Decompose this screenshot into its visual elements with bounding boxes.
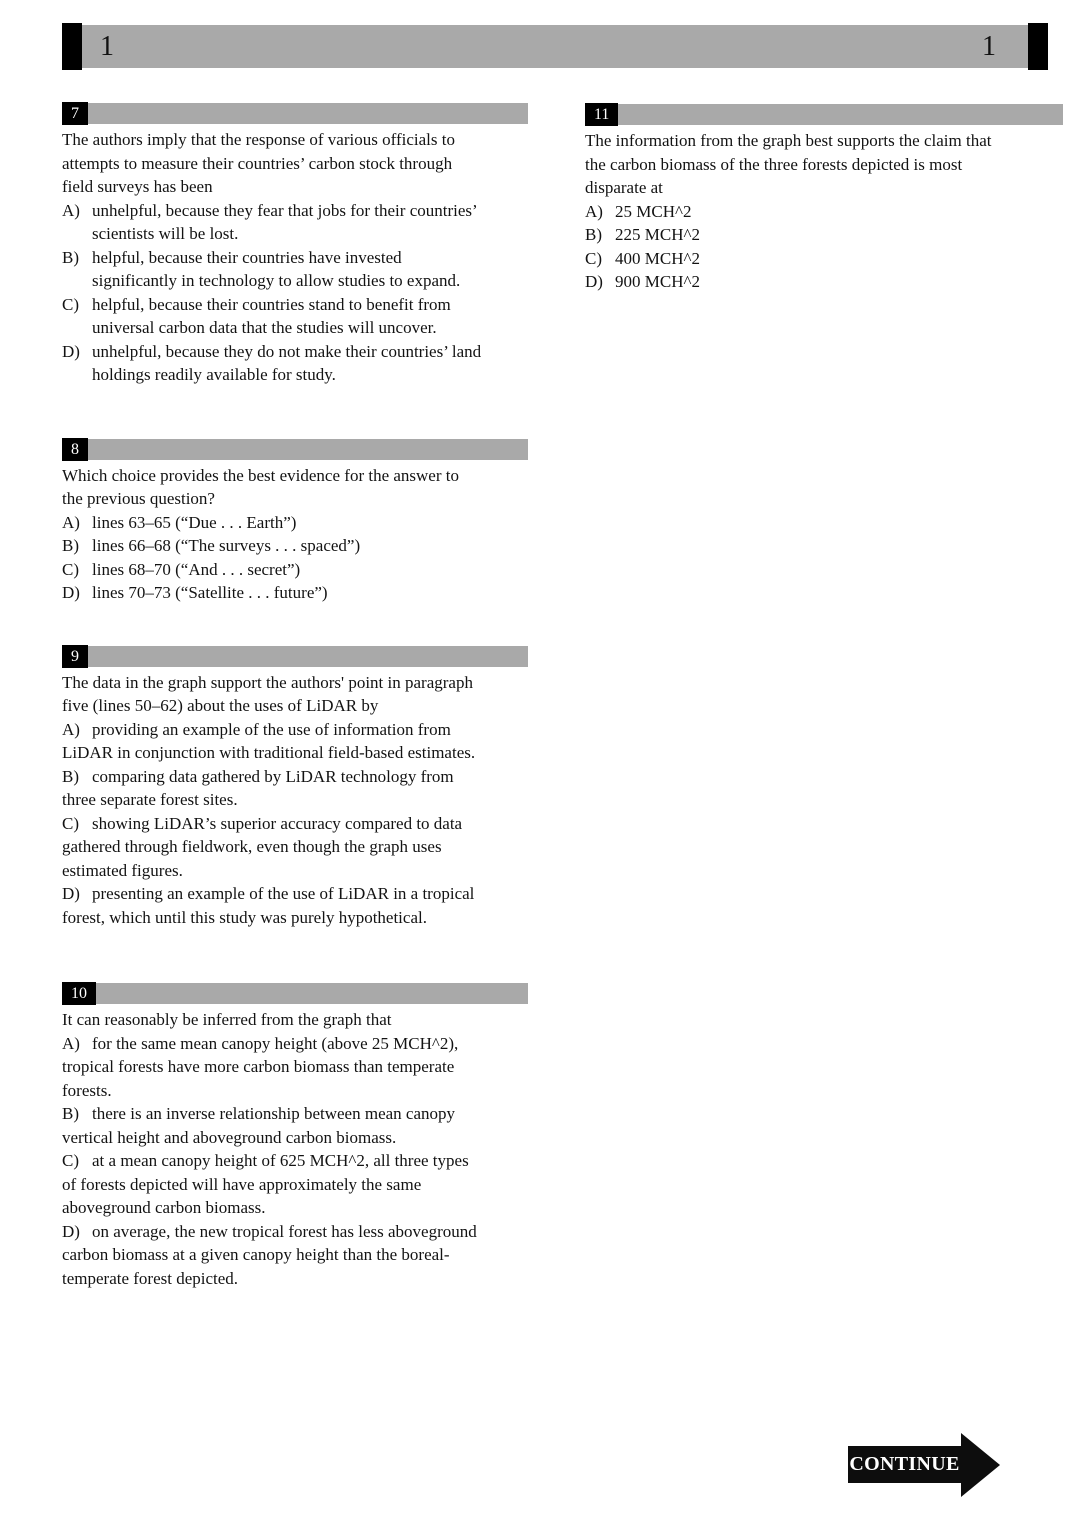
option-D-text-line: on average, the new tropical forest has less aboveground xyxy=(92,1221,477,1241)
question-11-option-C xyxy=(585,247,1073,271)
option-C-label: C) xyxy=(62,559,79,579)
option-C-text-line: aboveground carbon biomass. xyxy=(62,1198,266,1217)
question-8-option-C xyxy=(62,558,564,582)
question-8-header xyxy=(62,438,528,461)
option-A-text-line: tropical forests have more carbon biomass than temperate xyxy=(62,1057,455,1076)
header-left-black-square xyxy=(62,23,82,70)
option-C-text-line: of forests depicted will have approximately the same xyxy=(62,1174,422,1194)
question-9-stem-line: The data in the graph support the authors' point in paragraph xyxy=(62,672,473,692)
option-C-text-line: 400 MCH^2 xyxy=(615,248,700,268)
question-11-stem-line: the carbon biomass of the three forests depicted is most xyxy=(585,154,963,174)
question-10-option-B xyxy=(62,1102,564,1149)
question-10-header xyxy=(62,982,528,1005)
question-8-stem-line: the previous question? xyxy=(62,489,215,508)
option-A-text-line: LiDAR in conjunction with traditional field-based estimates. xyxy=(62,743,476,762)
option-C-text-line: estimated figures. xyxy=(62,860,183,880)
question-7-stem-line: The authors imply that the response of various officials to xyxy=(62,130,455,149)
question-10-stem-line: It can reasonably be inferred from the graph that xyxy=(62,1010,392,1029)
question-10 xyxy=(62,982,564,1290)
question-9 xyxy=(62,645,564,930)
option-B-label: B) xyxy=(585,225,602,244)
question-8-option-A xyxy=(62,511,564,535)
option-D-text-line: presenting an example of the use of LiDAR in a tropical xyxy=(92,884,475,903)
option-A-text-line: 25 MCH^2 xyxy=(615,201,692,221)
option-D-text-line: 900 MCH^2 xyxy=(615,272,700,291)
option-B-text-line: comparing data gathered by LiDAR technology from xyxy=(92,766,454,786)
option-D-text-line: holdings readily available for study. xyxy=(92,365,336,384)
question-11-stem-line: The information from the graph best supports the claim that xyxy=(585,131,992,150)
option-B-text-line: significantly in technology to allow studies to expand. xyxy=(92,271,461,290)
question-9-header xyxy=(62,645,528,668)
question-9-option-C xyxy=(62,812,564,883)
option-B-label: B) xyxy=(62,247,79,267)
option-D-label: D) xyxy=(62,884,80,903)
option-D-label: D) xyxy=(62,583,80,602)
option-A-label: A) xyxy=(62,1033,80,1053)
question-8-header-rule xyxy=(88,439,528,460)
option-D-text-line: temperate forest depicted. xyxy=(62,1268,239,1288)
question-8-stem-line: Which choice provides the best evidence for the answer to xyxy=(62,465,459,485)
question-9-option-D xyxy=(62,882,564,929)
question-7-number-badge: 7 xyxy=(62,102,88,125)
option-A-text-line: lines 63–65 (“Due . . . Earth”) xyxy=(92,512,297,532)
option-B-text-line: vertical height and aboveground carbon biomass. xyxy=(62,1127,397,1147)
option-D-label: D) xyxy=(62,341,80,361)
continue-label: CONTINUE xyxy=(849,1453,960,1475)
option-B-label: B) xyxy=(62,536,79,555)
option-A-label: A) xyxy=(62,512,80,532)
continue-button-body xyxy=(848,1446,961,1483)
question-7-header-rule xyxy=(88,103,528,124)
option-D-text-line: forest, which until this study was purely hypothetical. xyxy=(62,907,427,927)
option-D-text-line: carbon biomass at a given canopy height than the boreal- xyxy=(62,1245,450,1264)
question-10-number-badge: 10 xyxy=(62,982,96,1005)
section-number-left: 1 xyxy=(100,31,114,62)
question-11-option-B xyxy=(585,223,1073,247)
option-A-text-line: forests. xyxy=(62,1080,112,1100)
section-number-right: 1 xyxy=(982,31,996,62)
option-C-text-line: lines 68–70 (“And . . . secret”) xyxy=(92,559,301,579)
option-A-label: A) xyxy=(62,200,80,220)
question-8-option-B xyxy=(62,534,564,558)
question-11-option-D xyxy=(585,270,1073,294)
question-11-number-badge: 11 xyxy=(585,103,618,126)
option-A-label: A) xyxy=(585,201,603,221)
continue-arrow-icon xyxy=(961,1433,1000,1497)
section-header-bar xyxy=(62,25,1048,68)
question-10-option-D xyxy=(62,1220,564,1291)
option-B-label: B) xyxy=(62,766,79,786)
right-question-column xyxy=(585,103,1073,294)
question-8-number-badge: 8 xyxy=(62,438,88,461)
left-question-column xyxy=(62,102,564,1290)
question-7-option-D xyxy=(62,340,564,387)
question-9-option-A xyxy=(62,718,564,765)
question-9-header-rule xyxy=(88,646,528,667)
question-7-stem-line: attempts to measure their countries’ carbon stock through xyxy=(62,153,453,173)
option-A-label: A) xyxy=(62,719,80,739)
question-7-option-A xyxy=(62,199,564,246)
option-B-text-line: helpful, because their countries have invested xyxy=(92,247,402,267)
question-7-option-B xyxy=(62,246,564,293)
question-7 xyxy=(62,102,564,387)
option-B-text-line: there is an inverse relationship between mean canopy xyxy=(92,1104,456,1123)
question-11-option-A xyxy=(585,200,1073,224)
option-A-text-line: providing an example of the use of information from xyxy=(92,719,451,739)
option-B-text-line: three separate forest sites. xyxy=(62,790,238,809)
option-D-text-line: lines 70–73 (“Satellite . . . future”) xyxy=(92,583,328,602)
option-C-text-line: gathered through fieldwork, even though the graph uses xyxy=(62,837,442,856)
option-C-text-line: helpful, because their countries stand to benefit from xyxy=(92,294,451,314)
option-A-text-line: scientists will be lost. xyxy=(92,224,239,243)
question-11 xyxy=(585,103,1073,294)
question-8-option-D xyxy=(62,581,564,605)
option-C-text-line: at a mean canopy height of 625 MCH^2, all three types xyxy=(92,1151,469,1170)
option-C-label: C) xyxy=(62,1151,79,1170)
question-9-stem-line: five (lines 50–62) about the uses of LiDAR by xyxy=(62,696,379,715)
option-A-text-line: unhelpful, because they fear that jobs for their countries’ xyxy=(92,200,478,220)
question-11-header xyxy=(585,103,1063,126)
question-9-number-badge: 9 xyxy=(62,645,88,668)
option-D-text-line: unhelpful, because they do not make their countries’ land xyxy=(92,341,482,361)
question-11-stem-line: disparate at xyxy=(585,178,663,197)
option-A-text-line: for the same mean canopy height (above 25 MCH^2), xyxy=(92,1033,459,1053)
option-C-label: C) xyxy=(62,813,79,833)
question-7-header xyxy=(62,102,528,125)
question-10-header-rule xyxy=(96,983,528,1004)
option-C-label: C) xyxy=(585,248,602,268)
question-9-option-B xyxy=(62,765,564,812)
question-7-option-C xyxy=(62,293,564,340)
header-right-black-square xyxy=(1028,23,1048,70)
question-10-option-A xyxy=(62,1032,564,1103)
question-10-option-C xyxy=(62,1149,564,1220)
question-11-header-rule xyxy=(618,104,1063,125)
option-B-text-line: 225 MCH^2 xyxy=(615,225,700,244)
question-7-stem-line: field surveys has been xyxy=(62,177,213,196)
option-B-text-line: lines 66–68 (“The surveys . . . spaced”) xyxy=(92,536,361,555)
option-D-label: D) xyxy=(62,1221,80,1241)
option-C-text-line: universal carbon data that the studies will uncover. xyxy=(92,318,437,337)
question-8 xyxy=(62,438,564,605)
continue-button[interactable] xyxy=(848,1432,1000,1497)
option-B-label: B) xyxy=(62,1104,79,1123)
option-C-label: C) xyxy=(62,294,79,314)
option-C-text-line: showing LiDAR’s superior accuracy compared to data xyxy=(92,813,463,833)
option-D-label: D) xyxy=(585,272,603,291)
